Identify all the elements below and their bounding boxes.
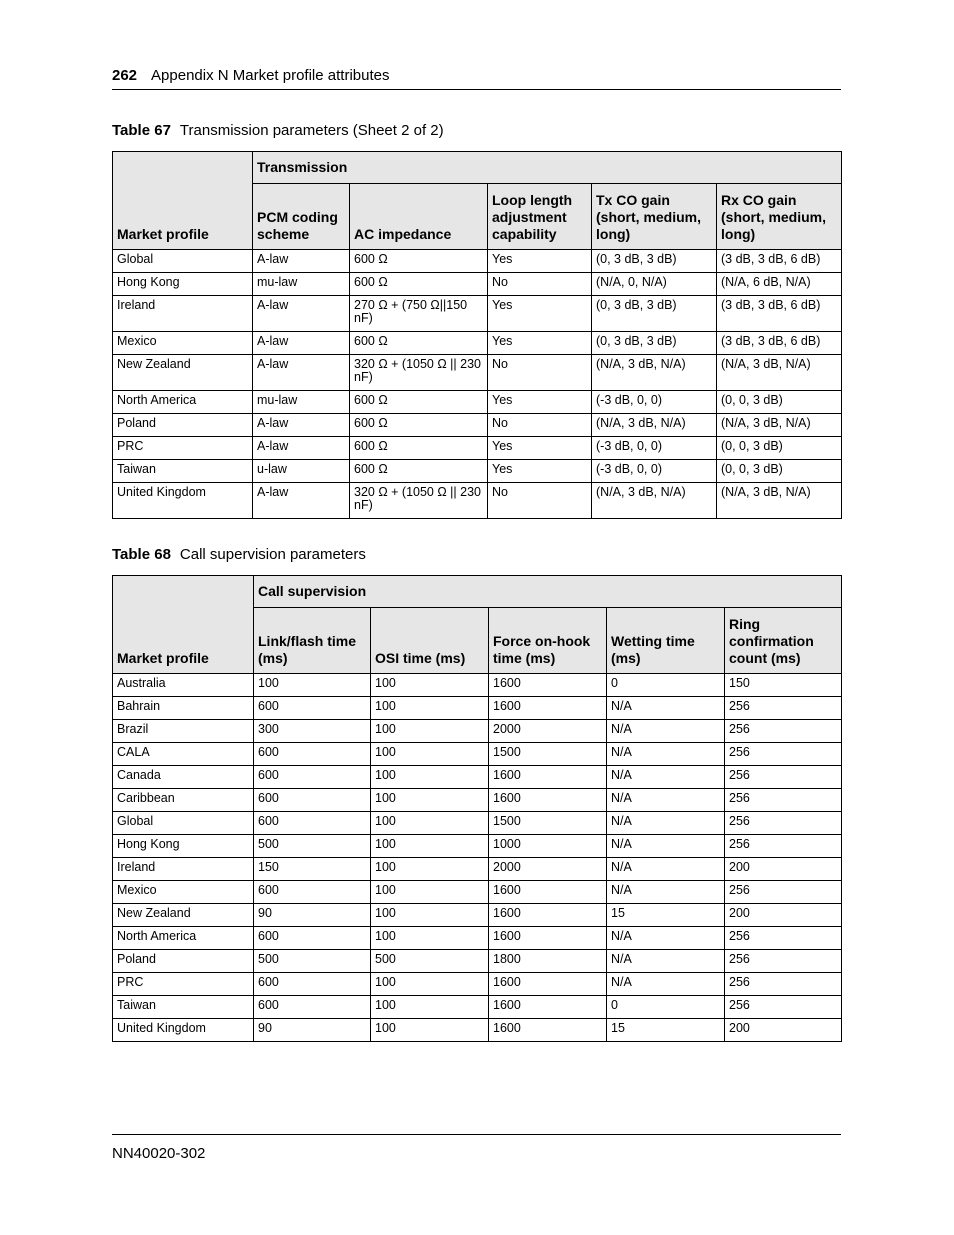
table-cell: 2000 [489,720,607,743]
table-cell: 256 [725,789,842,812]
table-cell: 1500 [489,812,607,835]
transmission-parameters-table [112,151,842,519]
table-row [113,720,842,743]
table-cell: 1800 [489,950,607,973]
table-cell: (0, 0, 3 dB) [717,391,842,414]
table-cell: 600 Ω [350,332,488,355]
table-cell: u-law [253,460,350,483]
table-cell: 256 [725,812,842,835]
market-profile-cell: North America [113,927,254,950]
table-cell: 600 [254,743,371,766]
table-cell: 300 [254,720,371,743]
table-row [113,483,842,519]
table-cell: 100 [371,881,489,904]
table-cell: 256 [725,720,842,743]
table68-caption-label: Table 68 [112,546,171,563]
table-cell: N/A [607,950,725,973]
table-row [113,273,842,296]
table-cell: 100 [371,858,489,881]
table-cell: 256 [725,766,842,789]
market-profile-cell: Ireland [113,296,253,332]
table-cell: N/A [607,927,725,950]
table-cell: 1600 [489,766,607,789]
column-header: Force on-hook time (ms) [489,608,607,674]
table-cell: 1600 [489,789,607,812]
table-cell: 600 [254,766,371,789]
market-profile-cell: Canada [113,766,254,789]
call-supervision-parameters-table [112,575,842,1042]
table-cell: (-3 dB, 0, 0) [592,460,717,483]
page-header [112,67,841,90]
table-cell: 270 Ω + (750 Ω||150 nF) [350,296,488,332]
table-cell: 1500 [489,743,607,766]
table-cell: 2000 [489,858,607,881]
market-profile-cell: Taiwan [113,460,253,483]
table-cell: 320 Ω + (1050 Ω || 230 nF) [350,483,488,519]
table-cell: A-law [253,355,350,391]
table-cell: (N/A, 3 dB, N/A) [717,483,842,519]
table-cell: 256 [725,697,842,720]
table-row [113,355,842,391]
table-row [113,881,842,904]
table-row [113,743,842,766]
market-profile-cell: Ireland [113,858,254,881]
table-cell: 100 [371,743,489,766]
table-cell: N/A [607,835,725,858]
table-cell: Yes [488,250,592,273]
table-row [113,460,842,483]
table-cell: 150 [254,858,371,881]
column-header: Loop length adjustment capability [488,184,592,250]
table68-caption [112,546,366,563]
group-header: Transmission [253,152,842,184]
table-cell: (3 dB, 3 dB, 6 dB) [717,332,842,355]
table-row [113,858,842,881]
column-header: PCM coding scheme [253,184,350,250]
column-header: Rx CO gain (short, medium, long) [717,184,842,250]
market-profile-cell: United Kingdom [113,1019,254,1042]
market-profile-header: Market profile [113,152,253,250]
market-profile-cell: Mexico [113,332,253,355]
column-header: OSI time (ms) [371,608,489,674]
column-header: Wetting time (ms) [607,608,725,674]
document-id: NN40020-302 [112,1145,206,1162]
table-cell: 15 [607,904,725,927]
table-cell: 600 Ω [350,414,488,437]
table-cell: 600 [254,996,371,1019]
table-cell: A-law [253,437,350,460]
table-cell: 600 Ω [350,460,488,483]
table-cell: A-law [253,414,350,437]
table-cell: N/A [607,720,725,743]
table-cell: 100 [371,720,489,743]
table-cell: (N/A, 3 dB, N/A) [592,414,717,437]
table-cell: 100 [371,789,489,812]
table-cell: 100 [371,697,489,720]
table-cell: Yes [488,437,592,460]
table-cell: N/A [607,766,725,789]
table-cell: 256 [725,950,842,973]
market-profile-cell: Australia [113,674,254,697]
table-cell: A-law [253,332,350,355]
table-cell: 500 [254,950,371,973]
table-cell: 256 [725,835,842,858]
table-cell: Yes [488,391,592,414]
table-cell: 1600 [489,996,607,1019]
table-cell: 90 [254,1019,371,1042]
table-cell: 320 Ω + (1050 Ω || 230 nF) [350,355,488,391]
table-cell: 1600 [489,881,607,904]
page-footer [112,1134,841,1162]
column-header: Tx CO gain (short, medium, long) [592,184,717,250]
table-cell: N/A [607,697,725,720]
page-number: 262 [112,67,138,84]
table-cell: 1000 [489,835,607,858]
table-cell: 256 [725,996,842,1019]
table-cell: (-3 dB, 0, 0) [592,437,717,460]
table-cell: No [488,355,592,391]
market-profile-cell: PRC [113,973,254,996]
table-cell: 15 [607,1019,725,1042]
table-cell: 100 [371,835,489,858]
table-cell: 0 [607,674,725,697]
table67-caption-text: Transmission parameters (Sheet 2 of 2) [179,122,444,139]
table-cell: (N/A, 3 dB, N/A) [592,483,717,519]
market-profile-cell: PRC [113,437,253,460]
table-cell: N/A [607,858,725,881]
table-row [113,674,842,697]
column-header: Ring confirmation count (ms) [725,608,842,674]
table-cell: A-law [253,483,350,519]
table-cell: Yes [488,460,592,483]
table-cell: 256 [725,743,842,766]
table-cell: 1600 [489,904,607,927]
table-cell: 100 [371,996,489,1019]
table-cell: 200 [725,904,842,927]
table-cell: 1600 [489,674,607,697]
table-cell: 1600 [489,927,607,950]
market-profile-cell: Caribbean [113,789,254,812]
table-cell: 600 [254,697,371,720]
table-cell: N/A [607,973,725,996]
table-cell: 600 Ω [350,437,488,460]
table-cell: No [488,414,592,437]
table-row [113,812,842,835]
table-cell: mu-law [253,391,350,414]
table-cell: Yes [488,332,592,355]
table-cell: (N/A, 3 dB, N/A) [592,355,717,391]
table-cell: 500 [254,835,371,858]
table-cell: 256 [725,881,842,904]
table-cell: 600 [254,789,371,812]
table-cell: 600 Ω [350,250,488,273]
table-cell: (0, 3 dB, 3 dB) [592,296,717,332]
table-cell: 100 [371,927,489,950]
table68-caption-text: Call supervision parameters [179,546,366,563]
table-cell: 600 [254,927,371,950]
column-header: Link/flash time (ms) [254,608,371,674]
table-cell: 200 [725,858,842,881]
market-profile-cell: Taiwan [113,996,254,1019]
market-profile-cell: Poland [113,414,253,437]
market-profile-cell: Brazil [113,720,254,743]
market-profile-cell: Mexico [113,881,254,904]
market-profile-cell: Hong Kong [113,835,254,858]
table-cell: (0, 3 dB, 3 dB) [592,250,717,273]
table-row [113,950,842,973]
table-cell: (0, 0, 3 dB) [717,437,842,460]
table67-caption-label: Table 67 [112,122,171,139]
table-row [113,927,842,950]
table-row [113,697,842,720]
table-cell: N/A [607,743,725,766]
table-row [113,332,842,355]
market-profile-cell: Hong Kong [113,273,253,296]
market-profile-cell: Bahrain [113,697,254,720]
market-profile-cell: Global [113,250,253,273]
table-cell: (N/A, 3 dB, N/A) [717,414,842,437]
market-profile-cell: CALA [113,743,254,766]
table-cell: 100 [371,973,489,996]
table-cell: N/A [607,789,725,812]
table-row [113,391,842,414]
market-profile-cell: North America [113,391,253,414]
table-row [113,437,842,460]
market-profile-cell: United Kingdom [113,483,253,519]
table-cell: 150 [725,674,842,697]
table-cell: No [488,483,592,519]
table-cell: No [488,273,592,296]
table-cell: (N/A, 3 dB, N/A) [717,355,842,391]
group-header: Call supervision [254,576,842,608]
table-row [113,904,842,927]
table-cell: (3 dB, 3 dB, 6 dB) [717,296,842,332]
market-profile-cell: New Zealand [113,904,254,927]
market-profile-cell: Global [113,812,254,835]
table-cell: 600 Ω [350,273,488,296]
market-profile-header: Market profile [113,576,254,674]
table-cell: 90 [254,904,371,927]
market-profile-cell: Poland [113,950,254,973]
table-cell: 100 [371,674,489,697]
market-profile-cell: New Zealand [113,355,253,391]
header-title: Appendix N Market profile attributes [151,67,390,84]
table-cell: A-law [253,250,350,273]
table-cell: (N/A, 6 dB, N/A) [717,273,842,296]
table-cell: 100 [371,812,489,835]
table-row [113,789,842,812]
table-row [113,414,842,437]
table-row [113,835,842,858]
table-cell: 100 [371,904,489,927]
table-cell: 1600 [489,697,607,720]
table-cell: 600 [254,881,371,904]
table-row [113,1019,842,1042]
table-cell: 0 [607,996,725,1019]
table-cell: A-law [253,296,350,332]
table-cell: (3 dB, 3 dB, 6 dB) [717,250,842,273]
table-cell: (N/A, 0, N/A) [592,273,717,296]
table-cell: 256 [725,973,842,996]
table-cell: Yes [488,296,592,332]
table-cell: 200 [725,1019,842,1042]
table-cell: 600 [254,812,371,835]
column-header: AC impedance [350,184,488,250]
table-cell: (0, 3 dB, 3 dB) [592,332,717,355]
table-cell: mu-law [253,273,350,296]
table-row [113,296,842,332]
table-cell: 1600 [489,973,607,996]
table-row [113,766,842,789]
table-cell: (0, 0, 3 dB) [717,460,842,483]
table-row [113,250,842,273]
table-cell: (-3 dB, 0, 0) [592,391,717,414]
table-cell: 1600 [489,1019,607,1042]
table-cell: 100 [371,1019,489,1042]
table-cell: 500 [371,950,489,973]
table-row [113,973,842,996]
table67-caption [112,122,444,139]
table-cell: N/A [607,881,725,904]
table-cell: 100 [254,674,371,697]
table-cell: N/A [607,812,725,835]
table-cell: 100 [371,766,489,789]
table-row [113,996,842,1019]
table-cell: 256 [725,927,842,950]
table-cell: 600 Ω [350,391,488,414]
table-cell: 600 [254,973,371,996]
